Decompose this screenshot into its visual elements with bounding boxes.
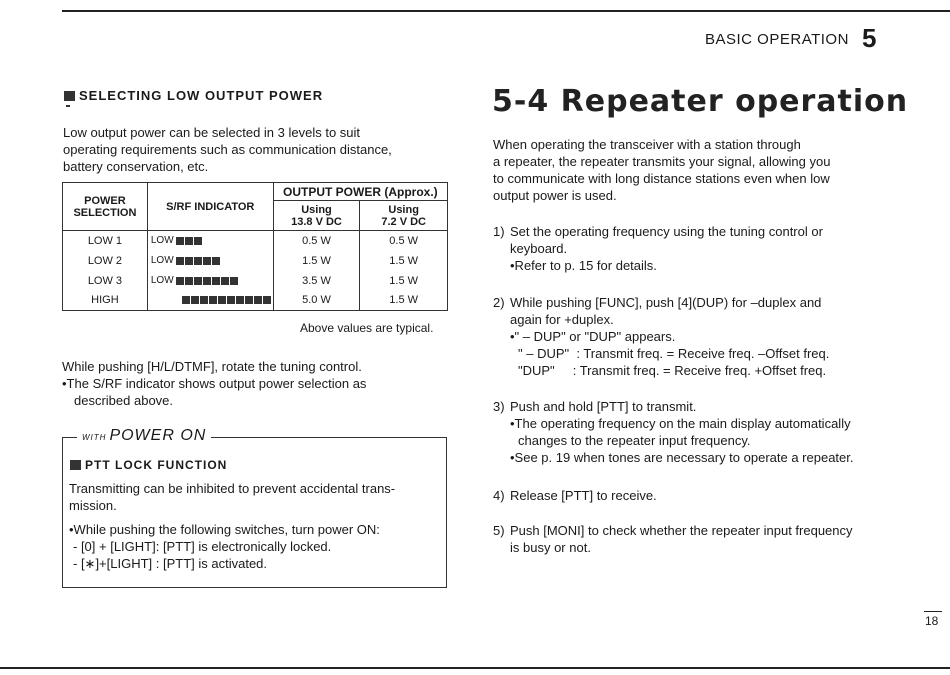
table-row	[63, 231, 448, 251]
signal-segment	[254, 296, 262, 304]
bottom-rule	[0, 667, 950, 669]
signal-bar-icon	[176, 237, 202, 245]
step-3: 3) Push and hold [PTT] to transmit. •The operating frequency on the main display automatically changes to the repeater input frequency. •See p. 19 when tones are necessary to operate a repeater.	[493, 399, 854, 465]
repeater-intro: When operating the transceiver with a station through a repeater, the repeater transmits your signal, allowing you to communicate with long distance stations even when low output power is used.	[493, 137, 831, 203]
after-table-text: While pushing [H/L/DTMF], rotate the tuning control. •The S/RF indicator shows output power selection as described above.	[62, 359, 367, 408]
signal-segment	[245, 296, 253, 304]
signal-bar-icon	[182, 296, 271, 304]
top-rule	[62, 10, 950, 12]
signal-segment	[185, 237, 193, 245]
signal-segment	[209, 296, 217, 304]
power-table	[62, 182, 448, 311]
step-5: 5) Push [MONI] to check whether the repeater input frequency is busy or not.	[493, 523, 853, 555]
ptt-lock-body: Transmitting can be inhibited to prevent accidental trans- mission. •While pushing the following switches, turn power ON: - [0] + [LIGHT]: [PTT] is electronically locked. - [∗]+[LIGHT] : [PTT] is activated.	[69, 481, 396, 571]
title-dash	[66, 105, 70, 107]
signal-segment	[221, 277, 229, 285]
row-out-13v: 5.0 W	[273, 291, 360, 311]
col-using-7v: Using 7.2 V DC	[360, 201, 448, 231]
signal-segment	[230, 277, 238, 285]
row-indicator: LOW	[147, 231, 273, 251]
signal-segment	[227, 296, 235, 304]
col-indicator: S/RF INDICATOR	[147, 183, 273, 231]
signal-segment	[191, 296, 199, 304]
step-4: 4) Release [PTT] to receive.	[493, 488, 657, 503]
ptt-lock-title: PTT LOCK FUNCTION	[70, 458, 227, 472]
row-selection: LOW 2	[63, 251, 148, 271]
low-power-intro: Low output power can be selected in 3 levels to suit operating requirements such as communication distance, battery conservation, etc.	[63, 125, 392, 174]
signal-segment	[218, 296, 226, 304]
row-selection: HIGH	[63, 291, 148, 311]
row-indicator: LOW	[147, 251, 273, 271]
signal-segment	[263, 296, 271, 304]
signal-segment	[200, 296, 208, 304]
step-1: 1) Set the operating frequency using the tuning control or keyboard. •Refer to p. 15 for details.	[493, 224, 823, 273]
signal-segment	[194, 277, 202, 285]
signal-segment	[176, 257, 184, 265]
table-row	[63, 271, 448, 291]
signal-segment	[203, 277, 211, 285]
table-row	[63, 251, 448, 271]
page-number-rule	[924, 611, 942, 612]
row-out-13v: 3.5 W	[273, 271, 360, 291]
signal-segment	[185, 257, 193, 265]
signal-segment	[236, 296, 244, 304]
signal-segment	[203, 257, 211, 265]
row-indicator	[147, 291, 273, 311]
section-heading: BASIC OPERATION	[705, 31, 849, 48]
signal-segment	[212, 257, 220, 265]
section-marker-icon	[70, 460, 81, 470]
row-selection: LOW 3	[63, 271, 148, 291]
signal-segment	[212, 277, 220, 285]
row-out-13v: 0.5 W	[273, 231, 360, 251]
row-out-7v: 0.5 W	[360, 231, 448, 251]
row-selection: LOW 1	[63, 231, 148, 251]
signal-segment	[176, 237, 184, 245]
low-power-title: SELECTING LOW OUTPUT POWER	[64, 88, 323, 103]
signal-segment	[194, 237, 202, 245]
page-title: 5-4 Repeater operation	[492, 84, 909, 119]
signal-bar-icon	[176, 277, 238, 285]
row-out-7v: 1.5 W	[360, 291, 448, 311]
row-indicator: LOW	[147, 271, 273, 291]
col-using-13v: Using 13.8 V DC	[273, 201, 360, 231]
page-number: 18	[925, 614, 939, 628]
with-power-on-label: WITH POWER ON	[77, 427, 211, 445]
row-out-7v: 1.5 W	[360, 251, 448, 271]
table-row	[63, 291, 448, 311]
section-number: 5	[862, 23, 877, 53]
signal-segment	[185, 277, 193, 285]
signal-segment	[182, 296, 190, 304]
col-output-power: OUTPUT POWER (Approx.)	[273, 183, 447, 201]
signal-segment	[176, 277, 184, 285]
col-power-selection: POWER SELECTION	[63, 183, 148, 231]
signal-segment	[194, 257, 202, 265]
step-2: 2) While pushing [FUNC], push [4](DUP) for –duplex and again for +duplex. •" – DUP" or "DUP" appears. " – DUP" : Transmit freq. = Receive freq. –Offset freq. "DUP" : Transmit freq. = Receive freq. +Offset freq.	[493, 295, 830, 378]
row-out-13v: 1.5 W	[273, 251, 360, 271]
row-out-7v: 1.5 W	[360, 271, 448, 291]
section-marker-icon	[64, 91, 75, 101]
signal-bar-icon	[176, 257, 220, 265]
table-footnote: Above values are typical.	[300, 321, 434, 335]
